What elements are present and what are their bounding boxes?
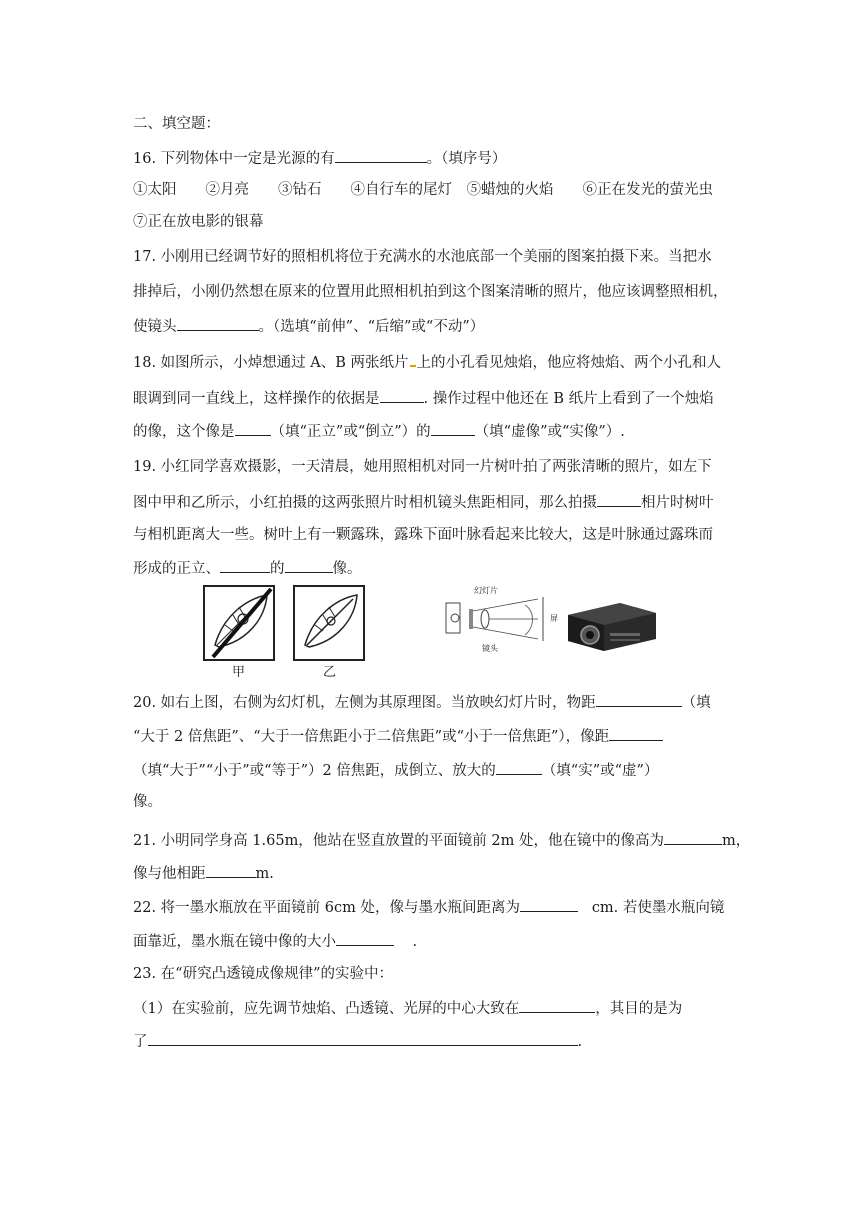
- q16-stem: [133, 148, 506, 168]
- q22-line1: [133, 897, 724, 917]
- leaf-b-illustration: [295, 587, 363, 659]
- q23-text: .: [577, 1034, 583, 1050]
- q19-line2: [133, 492, 714, 512]
- hint-mark: [410, 365, 416, 367]
- q19-text: 的: [270, 561, 285, 577]
- q16-stem-a: 16. 下列物体中一定是光源的有: [133, 151, 335, 167]
- answer-blank[interactable]: [664, 830, 722, 845]
- q20-text: （填: [681, 695, 711, 711]
- q17-line2: 排掉后，小刚仍然想在原来的位置用此照相机拍到这个图案清晰的照片，他应该调整照相机，: [133, 284, 728, 300]
- q21-text: 21. 小明同学身高 1.65m，他站在竖直放置的平面镜前 2m 处，他在镜中的像高为: [133, 833, 665, 849]
- q19-text: 像。: [332, 561, 362, 577]
- section-title: 二、填空题：: [133, 116, 220, 132]
- q18-text: （填“虚像”或“实像”）.: [474, 424, 625, 440]
- q17-text: 使镜头: [133, 319, 177, 335]
- answer-blank[interactable]: [520, 897, 578, 912]
- q18-text: 眼调到同一直线上，这样操作的依据是: [133, 391, 380, 407]
- q18-line1: [133, 354, 721, 372]
- answer-blank[interactable]: [496, 760, 542, 775]
- leaf-a-illustration: [205, 587, 273, 659]
- q18-line3: [133, 421, 625, 441]
- q16-options-line2: ⑦正在放电影的银幕: [133, 214, 264, 230]
- answer-blank[interactable]: [431, 421, 475, 436]
- q19-line4: [133, 558, 362, 578]
- q23-line1: 23. 在“研究凸透镜成像规律”的实验中：: [133, 966, 393, 982]
- q23-text: 了: [133, 1034, 148, 1050]
- q19-text: 相片时树叶: [641, 495, 714, 511]
- answer-blank[interactable]: [220, 558, 270, 573]
- answer-blank[interactable]: [335, 148, 427, 163]
- q18-text: 18. 如图所示，小焯想通过 A、B 两张纸片: [133, 355, 409, 371]
- q18-text: （填“正立”或“倒立”）的: [270, 424, 431, 440]
- q21-text: 像与他相距: [133, 866, 206, 882]
- q18-text: 的像，这个像是: [133, 424, 235, 440]
- q20-text: （填“大于”“小于”或“等于”）2 倍焦距，成倒立、放大的: [133, 763, 496, 779]
- q17-line3: [133, 316, 484, 336]
- q20-text: “大于 2 倍焦距”、“大于一倍焦距小于二倍焦距”或“小于一倍焦距”），像距: [133, 729, 610, 745]
- label-screen: 屏: [550, 614, 558, 623]
- q21-line1: [133, 830, 750, 850]
- caption-yi: 乙: [323, 665, 337, 680]
- q23-line3: [133, 1031, 582, 1051]
- q22-text: 22. 将一墨水瓶放在平面镜前 6cm 处，像与墨水瓶间距离为: [133, 900, 520, 916]
- leaf-photo-a: [203, 585, 275, 661]
- q20-line4: 像。: [133, 794, 162, 810]
- answer-blank[interactable]: [609, 726, 663, 741]
- q20-text: 20. 如右上图，右侧为幻灯机，左侧为其原理图。当放映幻灯片时，物距: [133, 695, 596, 711]
- figure-row: [200, 583, 670, 678]
- q21-line2: [133, 863, 274, 883]
- leaf-photo-b: [293, 585, 365, 661]
- label-slide: 幻灯片: [474, 586, 498, 595]
- q20-text: （填“实”或“虚”）: [541, 763, 659, 779]
- q21-text: m.: [255, 866, 274, 882]
- answer-blank[interactable]: [235, 421, 271, 436]
- q18-line2: [133, 388, 714, 408]
- q17-text: 。（选填“前伸”、“后缩”或“不动”）: [258, 319, 485, 335]
- label-lens: 镜头: [482, 644, 498, 653]
- q20-line1: [133, 692, 711, 712]
- q22-text: .: [412, 934, 418, 950]
- answer-blank[interactable]: [206, 863, 256, 878]
- answer-blank[interactable]: [285, 558, 333, 573]
- q16-options-line1: ①太阳 ②月亮 ③钻石 ④自行车的尾灯 ⑤蜡烛的火焰 ⑥正在发光的萤光虫: [133, 182, 713, 198]
- answer-blank[interactable]: [597, 492, 641, 507]
- q19-line3: 与相机距离大一些。树叶上有一颗露珠，露珠下面叶脉看起来比较大，这是叶脉通过露珠而: [133, 527, 713, 543]
- q20-line3: [133, 760, 658, 780]
- answer-blank[interactable]: [519, 998, 595, 1013]
- q22-text: 面靠近，墨水瓶在镜中像的大小: [133, 934, 336, 950]
- projector-device-image: [560, 593, 660, 655]
- answer-blank[interactable]: [336, 931, 394, 946]
- answer-blank[interactable]: [148, 1031, 578, 1046]
- q22-text: cm. 若使墨水瓶向镜: [591, 900, 725, 916]
- q16-stem-b: 。（填序号）: [426, 151, 507, 167]
- q18-text: . 操作过程中他还在 B 纸片上看到了一个烛焰: [423, 391, 714, 407]
- q23-line2: [133, 998, 682, 1018]
- q19-line1: 19. 小红同学喜欢摄影，一天清晨，她用照相机对同一片树叶拍了两张清晰的照片，如左下: [133, 459, 712, 475]
- q23-text: （1）在实验前，应先调节烛焰、凸透镜、光屏的中心大致在: [133, 1001, 520, 1017]
- answer-blank[interactable]: [380, 388, 424, 403]
- q20-line2: [133, 726, 663, 746]
- q22-line2: [133, 931, 417, 951]
- caption-jia: 甲: [232, 665, 246, 680]
- q18-text: 上的小孔看见烛焰，他应将烛焰、两个小孔和人: [416, 355, 722, 371]
- q21-text: m，: [722, 833, 751, 849]
- answer-blank[interactable]: [596, 692, 682, 707]
- q23-text: ，其目的是为: [595, 1001, 683, 1017]
- q19-text: 形成的正立、: [133, 561, 220, 577]
- answer-blank[interactable]: [177, 316, 259, 331]
- q19-text: 图中甲和乙所示，小红拍摄的这两张照片时相机镜头焦距相同，那么拍摄: [133, 495, 597, 511]
- projector-principle-diagram: [443, 595, 553, 645]
- q17-line1: 17. 小刚用已经调节好的照相机将位于充满水的水池底部一个美丽的图案拍摄下来。当把水: [133, 249, 712, 265]
